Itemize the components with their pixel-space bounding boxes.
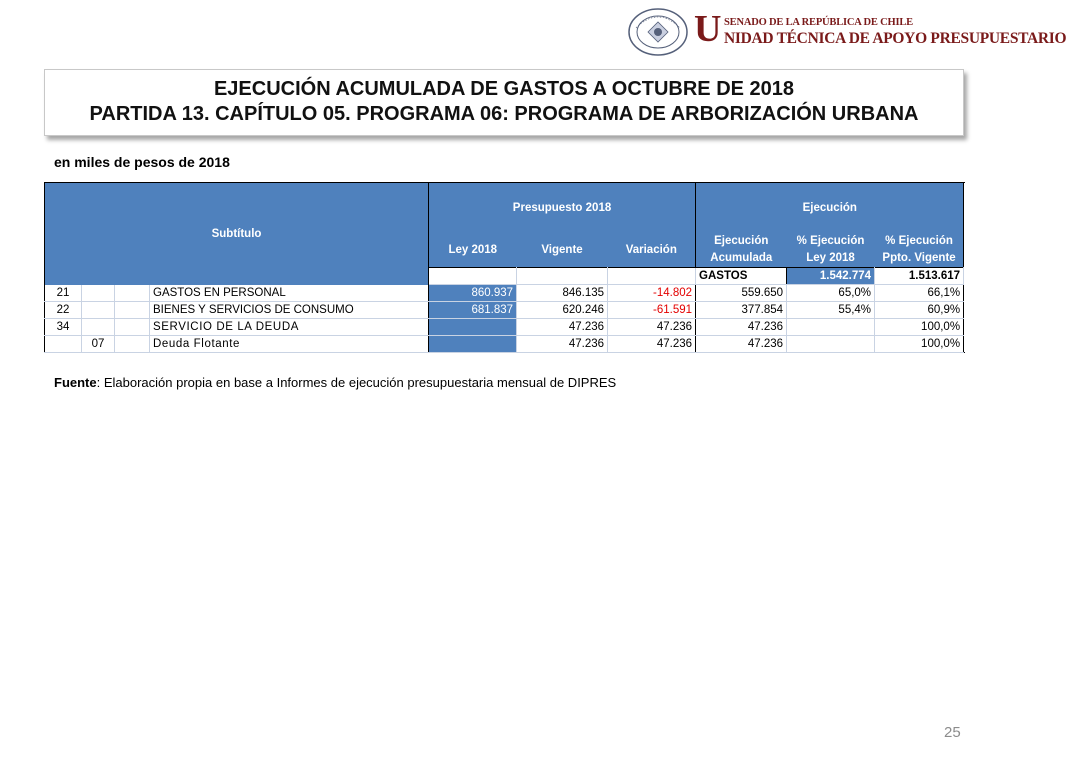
- cell-pct-vigente: 100,0%: [875, 336, 964, 353]
- senate-seal-icon: [628, 8, 688, 56]
- cell-variacion: -61.591: [608, 302, 696, 319]
- source-text: : Elaboración propia en base a Informes de ejecución presupuestaria mensual de DIPRES: [96, 375, 617, 390]
- cell-ley: [429, 319, 517, 336]
- cell-vigente: 47.236: [517, 336, 608, 353]
- page-number: 25: [944, 724, 961, 741]
- cell-item: [82, 319, 115, 336]
- header-variacion: Variación: [608, 233, 696, 268]
- table-row: [45, 336, 964, 353]
- source-note: [54, 375, 616, 390]
- cell-acumulada: 47.236: [696, 336, 787, 353]
- cell-subtitulo: [429, 268, 517, 285]
- header-ley: Ley 2018: [448, 244, 498, 256]
- cell-acumulada: 47.236: [696, 319, 787, 336]
- units-label: en miles de pesos de 2018: [54, 154, 230, 170]
- title-line-1: EJECUCIÓN ACUMULADA DE GASTOS A OCTUBRE DE 2018: [213, 78, 795, 100]
- cell-pct-ley: 55,4%: [787, 302, 875, 319]
- cell-variacion: -14.802: [608, 285, 696, 302]
- header-pct-ley-l1: % Ejecución: [796, 235, 865, 247]
- header-pct-vigente-l2: Ppto. Vigente: [882, 252, 956, 264]
- table-row: [45, 319, 964, 336]
- header-pct-ley: [787, 233, 875, 268]
- cell-name: GASTOS EN PERSONAL: [150, 285, 429, 302]
- cell-item: 07: [82, 336, 115, 353]
- cell-ley: 860.937: [429, 285, 517, 302]
- header-subtitulo: Subtítulo: [45, 183, 429, 285]
- header-ejec-acumulada: [696, 233, 787, 268]
- cell-item: [82, 285, 115, 302]
- logo-line-2: NIDAD TÉCNICA DE APOYO PRESUPUESTARIO: [724, 30, 1066, 47]
- cell-subtitulo: 21: [45, 285, 82, 302]
- cell-vigente: 620.246: [517, 302, 608, 319]
- cell-blank: [115, 302, 150, 319]
- header-presupuesto: Presupuesto 2018: [429, 183, 696, 234]
- table-header-row-1: [45, 183, 964, 234]
- cell-variacion: 47.236: [608, 319, 696, 336]
- cell-name: GASTOS: [696, 268, 787, 285]
- cell-pct-vigente: 100,0%: [875, 319, 964, 336]
- cell-blank: [115, 285, 150, 302]
- table-row: [45, 285, 964, 302]
- cell-pct-vigente: 60,9%: [875, 302, 964, 319]
- cell-ley: [429, 336, 517, 353]
- cell-pct-ley: [787, 336, 875, 353]
- cell-name: SERVICIO DE LA DEUDA: [150, 319, 429, 336]
- logo-initial: U: [694, 8, 722, 50]
- cell-blank: [115, 336, 150, 353]
- title-line-2: PARTIDA 13. CAPÍTULO 05. PROGRAMA 06: PROGRAMA DE ARBORIZACIÓN URBANA: [89, 103, 919, 125]
- cell-pct-ley: 65,0%: [787, 285, 875, 302]
- title-box: [44, 69, 964, 136]
- header-pct-ley-l2: Ley 2018: [806, 252, 855, 264]
- cell-ley: 1.542.774: [787, 268, 875, 285]
- cell-item: [517, 268, 608, 285]
- cell-name: Deuda Flotante: [150, 336, 429, 353]
- cell-subtitulo: 34: [45, 319, 82, 336]
- cell-vigente: 1.513.617: [875, 268, 964, 285]
- cell-item: [82, 302, 115, 319]
- header-ejec-acumulada-l2: Acumulada: [710, 252, 773, 264]
- header-ejec-acumulada-l1: Ejecución: [714, 235, 769, 247]
- cell-pct-ley: [787, 319, 875, 336]
- header-pct-vigente: [875, 233, 964, 268]
- cell-ley: 681.837: [429, 302, 517, 319]
- cell-pct-vigente: 66,1%: [875, 285, 964, 302]
- source-label: Fuente: [54, 375, 97, 390]
- budget-table: [44, 182, 964, 353]
- cell-vigente: 47.236: [517, 319, 608, 336]
- cell-acumulada: 559.650: [696, 285, 787, 302]
- header-pct-vigente-l1: % Ejecución: [885, 235, 953, 247]
- cell-subtitulo: 22: [45, 302, 82, 319]
- cell-name: BIENES Y SERVICIOS DE CONSUMO: [150, 302, 429, 319]
- cell-subtitulo: [45, 336, 82, 353]
- cell-vigente: 846.135: [517, 285, 608, 302]
- header-vigente: Vigente: [541, 244, 583, 256]
- cell-blank: [115, 319, 150, 336]
- header-ejecucion: Ejecución: [802, 202, 857, 214]
- logo-line-1: SENADO DE LA REPÚBLICA DE CHILE: [724, 17, 913, 28]
- table-row: [45, 302, 964, 319]
- cell-acumulada: 377.854: [696, 302, 787, 319]
- cell-variacion: 47.236: [608, 336, 696, 353]
- cell-blank: [608, 268, 696, 285]
- senate-logo: [628, 8, 1066, 56]
